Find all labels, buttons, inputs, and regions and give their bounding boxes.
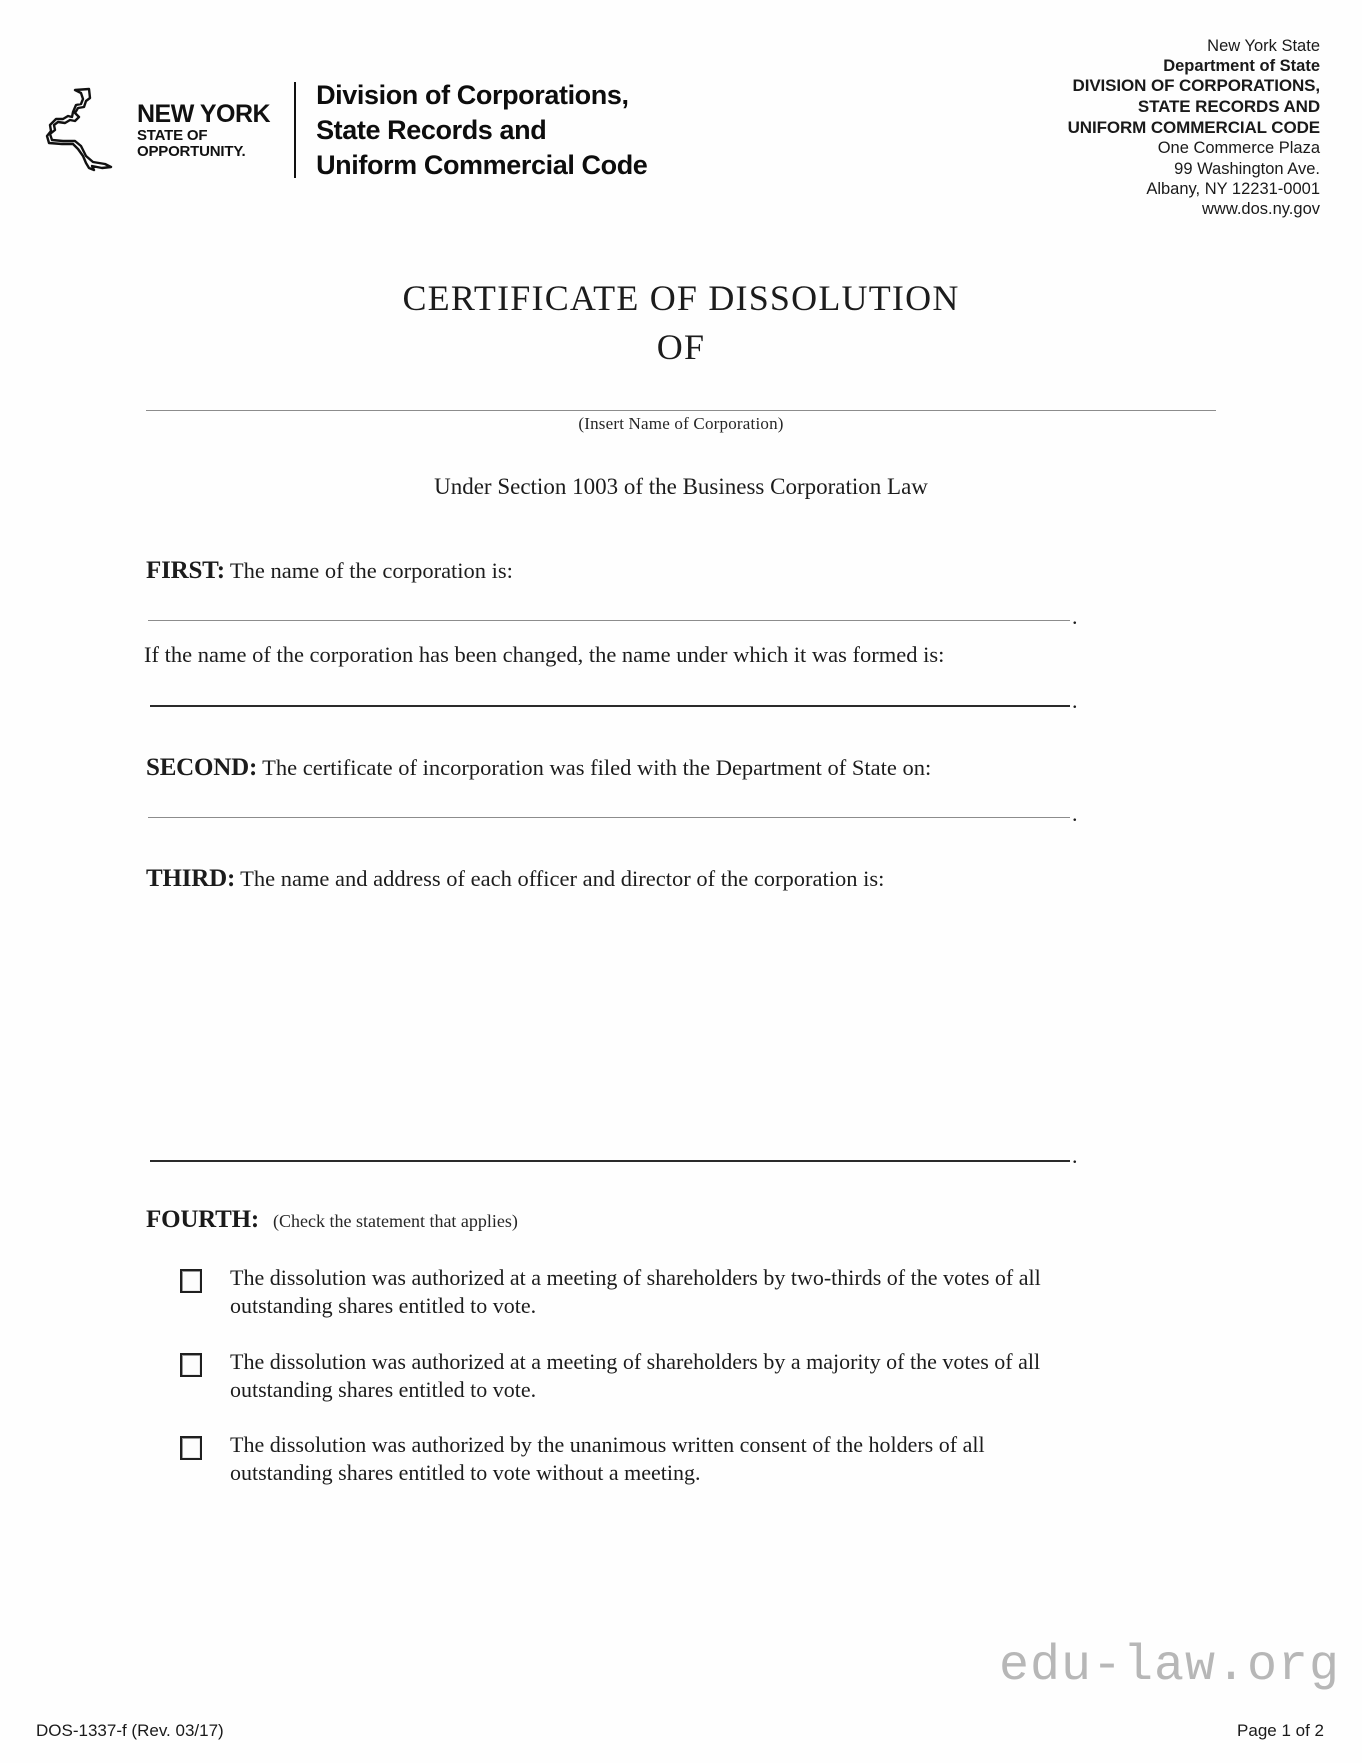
renamed-note-text: If the name of the corporation has been changed, the name under which it was formed is:: [144, 642, 945, 667]
clause-second-blank[interactable]: [148, 817, 1070, 818]
clause-second-label: SECOND:: [146, 754, 258, 781]
clause-first-blank[interactable]: [148, 620, 1070, 621]
agency-line5: UNIFORM COMMERCIAL CODE: [1067, 117, 1320, 137]
clause-second: [146, 754, 931, 782]
watermark: edu-law.org: [998, 1638, 1340, 1695]
statute-line: Under Section 1003 of the Business Corporation Law: [434, 474, 928, 499]
footer-form-id: DOS-1337-f (Rev. 03/17): [36, 1721, 224, 1740]
renamed-note-period: .: [1072, 688, 1078, 713]
agency-line2: Department of State: [1163, 57, 1320, 76]
corporation-name-caption: (Insert Name of Corporation): [578, 414, 784, 433]
fourth-option-2-label: The dissolution was authorized at a meeting of shareholders by a majority of the votes of all outstanding shares entitled to vote.: [230, 1349, 1041, 1403]
agency-line1: New York State: [1207, 37, 1320, 55]
clause-fourth-hint: (Check the statement that applies): [273, 1211, 518, 1231]
agency-line7: 99 Washington Ave.: [1174, 159, 1320, 178]
agency-line3: DIVISION OF CORPORATIONS,: [1072, 76, 1320, 96]
checkbox-option-3[interactable]: [180, 1436, 202, 1460]
clause-second-period: .: [1072, 801, 1078, 826]
agency-address-block: [1068, 36, 1320, 219]
clause-first-text: The name of the corporation is:: [229, 558, 513, 583]
ny-logo-wordmark: [137, 99, 271, 160]
fourth-option-3-label: The dissolution was authorized by the unanimous written consent of the holders of all outstanding shares entitled to vote without a meeting.: [230, 1432, 985, 1486]
logo-brand-line1: NEW YORK: [137, 99, 271, 128]
renamed-note-blank[interactable]: [150, 705, 1070, 707]
clause-third-label: THIRD:: [146, 865, 236, 892]
page-title: [0, 276, 1362, 370]
agency-line8: Albany, NY 12231-0001: [1146, 179, 1320, 198]
division-line3: Uniform Commercial Code: [316, 149, 648, 180]
corporation-name-rule: [146, 410, 1216, 411]
agency-line6: One Commerce Plaza: [1157, 139, 1320, 158]
clause-first-period: .: [1072, 604, 1078, 629]
division-line2: State Records and: [316, 114, 547, 145]
document-header: [0, 30, 1362, 230]
title-line2: OF: [656, 327, 706, 367]
fourth-option-row-1[interactable]: [180, 1264, 1080, 1320]
checkbox-option-1[interactable]: [180, 1269, 202, 1293]
new-york-state-logo: [45, 84, 284, 176]
clause-third: [146, 865, 884, 893]
clause-first: [146, 557, 513, 585]
fourth-option-row-3[interactable]: [180, 1431, 1080, 1487]
clause-third-blank[interactable]: [150, 1160, 1070, 1162]
clause-third-period: .: [1072, 1143, 1078, 1168]
fourth-option-1-label: The dissolution was authorized at a meeting of shareholders by two-thirds of the votes of all outstanding shares entitled to vote.: [230, 1265, 1041, 1319]
new-york-state-outline-icon: [45, 84, 141, 176]
division-title: [316, 78, 647, 182]
ny-state-logo-block: [45, 78, 647, 182]
clause-second-text: The certificate of incorporation was filed with the Department of State on:: [262, 755, 932, 780]
agency-website: www.dos.ny.gov: [1202, 199, 1320, 218]
agency-line4: STATE RECORDS AND: [1137, 96, 1320, 116]
clause-first-label: FIRST:: [146, 557, 225, 584]
footer-page-number: Page 1 of 2: [1237, 1721, 1324, 1740]
checkbox-option-2[interactable]: [180, 1353, 202, 1377]
title-line1: CERTIFICATE OF DISSOLUTION: [402, 278, 960, 318]
logo-brand-line2: STATE OF: [137, 126, 208, 144]
clause-fourth-label: FOURTH:: [146, 1206, 259, 1233]
logo-brand-line3: OPPORTUNITY.: [137, 142, 246, 160]
clause-fourth-heading: [146, 1206, 518, 1234]
fourth-option-row-2[interactable]: [180, 1348, 1080, 1404]
clause-third-text: The name and address of each officer and director of the corporation is:: [240, 866, 885, 891]
division-line1: Division of Corporations,: [316, 80, 629, 110]
logo-divider: [294, 82, 296, 178]
